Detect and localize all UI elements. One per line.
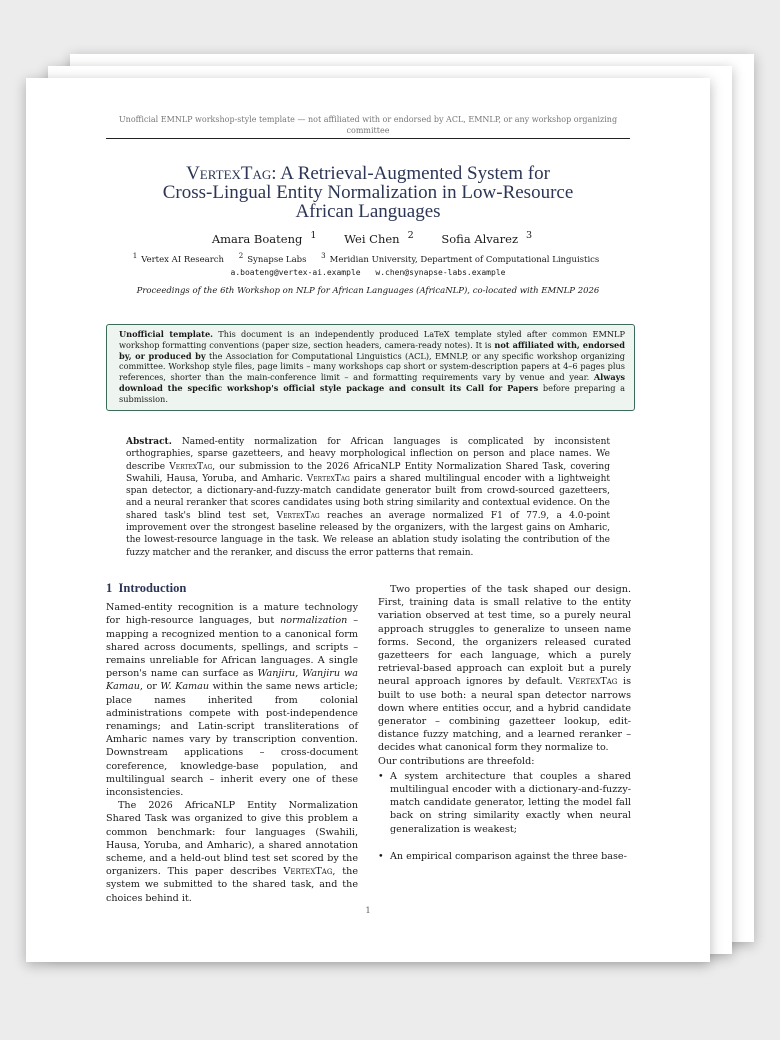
proceedings-line: Proceedings of the 6th Workshop on NLP for African Languages (AfricaNLP), co-located with EMNLP 2026 bbox=[136, 286, 600, 296]
author: Wei Chen $^2$ bbox=[344, 230, 414, 246]
title-line1: : A Retrieval-Augmented System for bbox=[271, 163, 550, 184]
paper-page bbox=[26, 78, 710, 962]
contribution-item: • A system architecture that couples a shared multilingual encoder with a dictionary-and-fuzzy-match candidate generator, letting the model fall back on string similarity exactly when neural generalization is weakest; bbox=[378, 770, 631, 835]
intro-paragraph-1: Named-entity recognition is a mature technology for high-resource languages, but normalization – mapping a recognized mention to a canonical form shared across documents, spellings, and scripts – remains unreliable for African languages. A single person's name can surface as Wanjiru, Wanjiru wa Kamau, or W. Kamau within the same news article; place names inherited from colonial administrations compete with post-independence renamings; and Latin-script transliterations of Amharic names vary by transcription convention. Downstream applications – cross-document coreference, knowledge-base population, and multilingual search – inherit every one of these inconsistencies. bbox=[106, 602, 358, 799]
contribution-item: • An empirical comparison against the three base- bbox=[378, 850, 627, 862]
abstract: Abstract. Named-entity normalization for African languages is complicated by inconsistent orthographies, sparse gazetteers, and heavy morphological inflection on person and place names. We describe VertexTag, our submission to the 2026 AfricaNLP Entity Normalization Shared Task, covering Swahili, Hausa, Yoruba, and Amharic. VertexTag pairs a shared multilingual encoder with a lightweight span detector, a dictionary-and-fuzzy-match candidate generator built from crowd-sourced gazetteers, and a neural reranker that scores candidates using both string similarity and contextual evidence. On the shared task's blind test set, VertexTag reaches an average normalized F1 of 77.9, a 4.0-point improvement over the strongest baseline released by the organizers, with the largest gains on Amharic, the lowest-resource language in the task. We release an ablation study isolating the contribution of the fuzzy matcher and the reranker, and discuss the error patterns that remain. bbox=[126, 437, 610, 558]
title-line3: African Languages bbox=[295, 201, 441, 222]
intro-paragraph-3: Two properties of the task shaped our design. First, training data is small relative to the entity variation observed at test time, so a purely neural approach struggles to generalize to unseen name forms. Second, the organizers released curated gazetteers for each language, which a purely retrieval-based approach can exploit but a purely neural approach ignores by default. VertexTag is built to use both: a neural span detector narrows down where entities occur, and a hybrid candidate generator – combining gazetteer lookup, edit-distance fuzzy matching, and a learned reranker – decides what canonical form they normalize to. bbox=[378, 584, 631, 754]
paper-title bbox=[86, 164, 650, 221]
affiliation: $^1$ Vertex AI Research bbox=[132, 251, 225, 265]
intro-paragraph-2: The 2026 AfricaNLP Entity Normalization Shared Task was organized to give this problem a common benchmark: four languages (Swahili, Hausa, Yoruba, and Amharic), a shared annotation scheme, and a held-out blind test set scored by the organizers. This paper describes VertexTag, the system we submitted to the shared task, and the choices behind it. bbox=[106, 800, 359, 904]
email: w.chen@synapse-labs.example bbox=[375, 268, 506, 277]
affiliations bbox=[106, 251, 630, 265]
email: a.boateng@vertex-ai.example bbox=[230, 268, 361, 277]
author: Sofia Alvarez $^3$ bbox=[441, 230, 533, 246]
right-column bbox=[378, 583, 631, 863]
abstract-label: Abstract. bbox=[126, 437, 172, 447]
author: Amara Boateng $^1$ bbox=[211, 230, 317, 246]
author-list bbox=[106, 230, 630, 246]
affiliation: $^3$ Meridian University, Department of Computational Linguistics bbox=[321, 251, 600, 265]
left-column bbox=[106, 582, 358, 905]
header-notice: Unofficial EMNLP workshop-style template — not affiliated with or endorsed by ACL, EMNLP, or any workshop organizing committee bbox=[106, 114, 630, 139]
title-line2: Cross-Lingual Entity Normalization in Low-Resource bbox=[162, 182, 574, 203]
author-emails bbox=[106, 268, 630, 277]
unofficial-template-notice: Unofficial template. This document is an independently produced LaTeX template styled after common EMNLP workshop formatting conventions (paper size, section headers, camera-ready notes). It is not affiliated with, endorsed by, or produced by the Association for Computational Linguistics (ACL), EMNLP, or any specific workshop organizing committee. Workshop style files, page limits – many workshops cap short or system-description papers at 4–6 pages plus references, shorter than the main-conference limit – and formatting requirements vary by venue and year. Always download the specific workshop's official style package and consult its Call for Papers before preparing a submission. bbox=[106, 324, 635, 411]
section-heading-introduction: 1 Introduction bbox=[106, 581, 187, 595]
affiliation: $^2$ Synapse Labs bbox=[238, 251, 307, 265]
title-system-name: VertexTag bbox=[186, 163, 272, 184]
page-number: 1 bbox=[365, 906, 371, 915]
contributions-lead: Our contributions are threefold: bbox=[378, 755, 535, 767]
